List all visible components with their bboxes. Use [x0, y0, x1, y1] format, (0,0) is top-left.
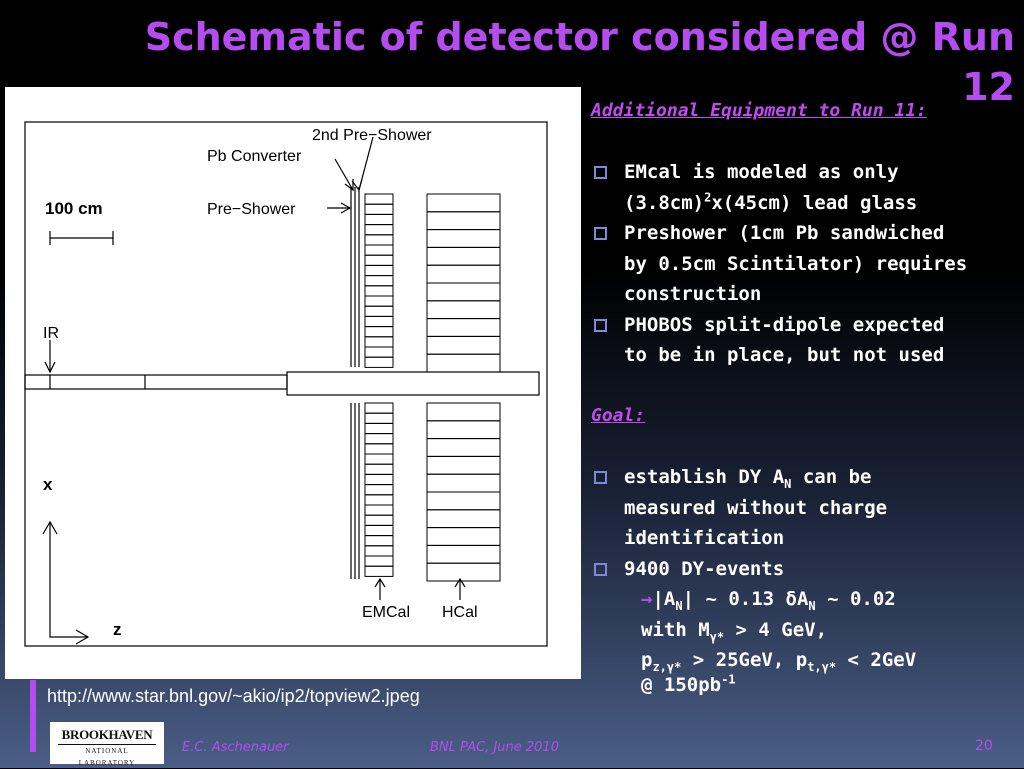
- emcal-lower-cell: [365, 403, 393, 413]
- hcal-upper-cell: [427, 230, 500, 248]
- hcal-upper-cell: [427, 354, 500, 372]
- hcal-upper-cell: [427, 301, 500, 319]
- emcal-upper-cell: [365, 245, 393, 255]
- emcal-upper-cell: [365, 337, 393, 347]
- accent-bar: [30, 680, 36, 752]
- checkbox-bullet-icon: [594, 166, 607, 179]
- detector-schematic-panel: [5, 87, 581, 679]
- label-z-axis: z: [113, 620, 122, 639]
- emcal-upper-cell: [365, 255, 393, 265]
- bullet-preshower: Preshower (1cm Pb sandwiched by 0.5cm Scintilator) requires construction: [591, 218, 1019, 310]
- bullet-dy-events: 9400 DY-events: [591, 554, 1019, 585]
- label-preshower: Pre−Shower: [207, 201, 296, 218]
- hcal-upper-cell: [427, 194, 500, 212]
- emcal-lower-cell: [365, 464, 393, 474]
- label-pb-converter: Pb Converter: [207, 148, 302, 165]
- emcal-upper-cell: [365, 204, 393, 214]
- emcal-lower-cell: [365, 515, 393, 525]
- emcal-upper-cell: [365, 235, 393, 245]
- hcal-upper-cell: [427, 212, 500, 230]
- source-url: http://www.star.bnl.gov/~akio/ip2/topview2.jpeg: [47, 686, 420, 706]
- checkbox-bullet-icon: [594, 227, 607, 240]
- hcal-lower-cell: [427, 421, 500, 439]
- heading-additional-equipment: Additional Equipment to Run 11:: [591, 100, 927, 121]
- emcal-upper-cell: [365, 194, 393, 204]
- emcal-upper-cell: [365, 276, 393, 286]
- emcal-upper-cell: [365, 306, 393, 316]
- axes: [50, 522, 88, 637]
- checkbox-bullet-icon: [594, 319, 607, 332]
- emcal-lower-cell: [365, 536, 393, 546]
- emcal-lower-cell: [365, 434, 393, 444]
- hcal-lower-cell: [427, 492, 500, 510]
- label-x-axis: x: [43, 475, 53, 494]
- emcal-lower-cell: [365, 556, 393, 566]
- hcal-lower-cell: [427, 456, 500, 474]
- pb-converter-leader: [335, 159, 353, 190]
- beam-pipe-right: [287, 372, 539, 395]
- label-emcal: EMCal: [362, 604, 411, 621]
- hcal-lower-cell: [427, 545, 500, 563]
- bullet-establish-dy: establish DY $A_N$ can be measured without charge identification: [591, 462, 1019, 554]
- emcal-upper-cell: [365, 316, 393, 326]
- label-scale: 100 cm: [45, 199, 103, 218]
- hcal-upper-cell: [427, 319, 500, 337]
- checkbox-bullet-icon: [594, 471, 607, 484]
- emcal-lower-cell: [365, 495, 393, 505]
- bullet-phobos: PHOBOS split-dipole expected to be in place, but not used: [591, 310, 1019, 371]
- hcal-lower-cell: [427, 510, 500, 528]
- emcal-upper-cell: [365, 296, 393, 306]
- label-second-preshower: 2nd Pre−Shower: [312, 127, 432, 144]
- hcal-upper-cell: [427, 336, 500, 354]
- emcal-lower-cell: [365, 423, 393, 433]
- beam-pipe-left: [25, 375, 287, 389]
- label-ir: IR: [43, 325, 59, 342]
- hcal-lower-cell: [427, 403, 500, 421]
- detector-schematic: [5, 87, 581, 679]
- emcal-lower-cell: [365, 485, 393, 495]
- emcal-lower-cell: [365, 413, 393, 423]
- checkbox-bullet-icon: [594, 563, 607, 576]
- sub-an-precision: $\to|A_N|$ ~ 0.13 $\delta A_N$ ~ 0.02: [641, 588, 896, 613]
- emcal-upper-cell: [365, 214, 393, 224]
- emcal-lower-cell: [365, 525, 393, 535]
- footer-author: E.C. Aschenauer: [182, 740, 289, 755]
- emcal-lower-cell: [365, 546, 393, 556]
- hcal-lower-cell: [427, 563, 500, 581]
- sub-luminosity: @ $150pb^{-1}$: [641, 672, 736, 696]
- page-number: 20: [975, 738, 993, 754]
- bullet-emcal: EMcal is modeled as only $(3.8cm)^2x(45cm)$ lead glass: [591, 157, 1019, 218]
- emcal-upper-cell: [365, 265, 393, 275]
- emcal-lower-cell: [365, 444, 393, 454]
- footer-event: BNL PAC, June 2010: [430, 740, 559, 755]
- emcal-lower-cell: [365, 566, 393, 576]
- sub-mass-cut: with $M_{\gamma*} > 4$ GeV,: [641, 618, 828, 644]
- emcal-upper-cell: [365, 357, 393, 367]
- emcal-upper-cell: [365, 347, 393, 357]
- right-text-panel: [591, 96, 1019, 700]
- slide-title: Schematic of detector considered @ Run 12: [144, 15, 1015, 109]
- emcal-lower-cell: [365, 474, 393, 484]
- hcal-upper-cell: [427, 283, 500, 301]
- label-hcal: HCal: [442, 604, 478, 621]
- emcal-upper-cell: [365, 225, 393, 235]
- emcal-lower-cell: [365, 454, 393, 464]
- hcal-lower-cell: [427, 439, 500, 457]
- hcal-lower-cell: [427, 474, 500, 492]
- heading-goal: Goal:: [591, 405, 646, 426]
- arrow-right-icon: →: [641, 588, 653, 610]
- emcal-upper-cell: [365, 327, 393, 337]
- sub-momentum-cut: $p_{z,\gamma*} > 25GeV$, $p_{t,\gamma*} < 2GeV$: [641, 649, 917, 674]
- hcal-lower-cell: [427, 528, 500, 546]
- emcal-lower-cell: [365, 505, 393, 515]
- hcal-upper-cell: [427, 265, 500, 283]
- emcal-upper-cell: [365, 286, 393, 296]
- hcal-upper-cell: [427, 247, 500, 265]
- bnl-logo: BROOKHAVEN NATIONAL LABORATORY: [50, 722, 164, 764]
